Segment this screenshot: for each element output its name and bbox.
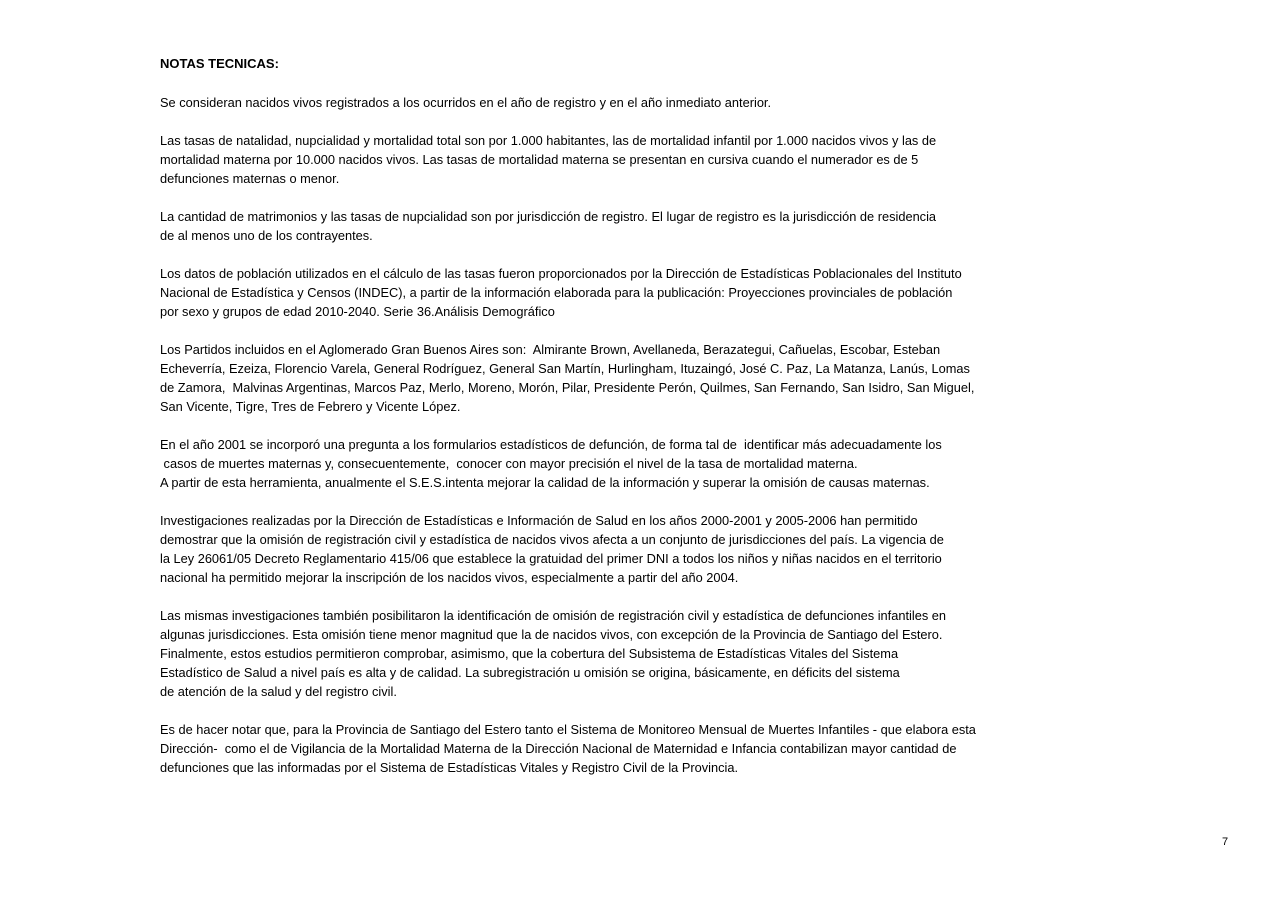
paragraph-line: Estadístico de Salud a nivel país es alta y de calidad. La subregistración u omisión se origina, básicamente, en déficits del sistema <box>160 665 900 680</box>
notes-heading: NOTAS TECNICAS: <box>160 56 279 71</box>
note-paragraph <box>160 264 1160 321</box>
paragraph-line: la Ley 26061/05 Decreto Reglamentario 415/06 que establece la gratuidad del primer DNI a todos los niños y niñas nacidos en el territorio <box>160 551 942 566</box>
paragraph-line: Las mismas investigaciones también posibilitaron la identificación de omisión de registración civil y estadística de defunciones infantiles en <box>160 608 947 623</box>
paragraph-line: Es de hacer notar que, para la Provincia de Santiago del Estero tanto el Sistema de Monitoreo Mensual de Muertes Infantiles - que elabora esta <box>160 722 976 737</box>
paragraph-line: Dirección- como el de Vigilancia de la Mortalidad Materna de la Dirección Nacional de Maternidad e Infancia contabilizan mayor cantidad de <box>160 741 957 756</box>
paragraph-line: Investigaciones realizadas por la Dirección de Estadísticas e Información de Salud en los años 2000-2001 y 2005-2006 han permitido <box>160 513 918 528</box>
paragraph-line: A partir de esta herramienta, anualmente el S.E.S.intenta mejorar la calidad de la información y superar la omisión de causas maternas. <box>160 475 930 490</box>
paragraph-line: casos de muertes maternas y, consecuentemente, conocer con mayor precisión el nivel de la tasa de mortalidad materna. <box>160 456 858 471</box>
paragraph-line: demostrar que la omisión de registración civil y estadística de nacidos vivos afecta a un conjunto de jurisdicciones del país. La vigencia de <box>160 532 944 547</box>
paragraph-line: defunciones maternas o menor. <box>160 171 340 186</box>
paragraph-line: Los Partidos incluidos en el Aglomerado Gran Buenos Aires son: Almirante Brown, Avellaneda, Berazategui, Cañuelas, Escobar, Esteban <box>160 342 941 357</box>
paragraph-line: Nacional de Estadística y Censos (INDEC), a partir de la información elaborada para la publicación: Proyecciones provinciales de población <box>160 285 953 300</box>
paragraph-line: nacional ha permitido mejorar la inscripción de los nacidos vivos, especialmente a partir del año 2004. <box>160 570 739 585</box>
note-paragraph <box>160 340 1160 416</box>
note-paragraph <box>160 131 1160 188</box>
note-paragraph <box>160 207 1160 245</box>
paragraph-line: Las tasas de natalidad, nupcialidad y mortalidad total son por 1.000 habitantes, las de mortalidad infantil por 1.000 nacidos vivos y las de <box>160 133 937 148</box>
paragraph-line: de Zamora, Malvinas Argentinas, Marcos Paz, Merlo, Moreno, Morón, Pilar, Presidente Perón, Quilmes, San Fernando, San Isidro, San Miguel, <box>160 380 975 395</box>
paragraph-line: de al menos uno de los contrayentes. <box>160 228 373 243</box>
notes-body <box>160 93 1160 777</box>
technical-notes-page <box>160 55 1160 796</box>
paragraph-line: algunas jurisdicciones. Esta omisión tiene menor magnitud que la de nacidos vivos, con excepción de la Provincia de Santiago del Estero. <box>160 627 943 642</box>
paragraph-line: En el año 2001 se incorporó una pregunta a los formularios estadísticos de defunción, de forma tal de identificar más adecuadamente los <box>160 437 942 452</box>
paragraph-line: Los datos de población utilizados en el cálculo de las tasas fueron proporcionados por la Dirección de Estadísticas Poblacionales del Instituto <box>160 266 962 281</box>
paragraph-line: de atención de la salud y del registro civil. <box>160 684 397 699</box>
paragraph-line: mortalidad materna por 10.000 nacidos vivos. Las tasas de mortalidad materna se presentan en cursiva cuando el numerador es de 5 <box>160 152 919 167</box>
paragraph-line: Echeverría, Ezeiza, Florencio Varela, General Rodríguez, General San Martín, Hurlingham, Ituzaingó, José C. Paz, La Matanza, Lanús, Lomas <box>160 361 970 376</box>
paragraph-line: Finalmente, estos estudios permitieron comprobar, asimismo, que la cobertura del Subsistema de Estadísticas Vitales del Sistema <box>160 646 899 661</box>
paragraph-line: La cantidad de matrimonios y las tasas de nupcialidad son por jurisdicción de registro. El lugar de registro es la jurisdicción de residencia <box>160 209 937 224</box>
paragraph-line: Se consideran nacidos vivos registrados a los ocurridos en el año de registro y en el año inmediato anterior. <box>160 95 772 110</box>
note-paragraph <box>160 511 1160 587</box>
page-number: 7 <box>1222 836 1229 848</box>
note-paragraph <box>160 720 1160 777</box>
note-paragraph <box>160 93 1160 112</box>
note-paragraph <box>160 435 1160 492</box>
paragraph-line: San Vicente, Tigre, Tres de Febrero y Vicente López. <box>160 399 461 414</box>
paragraph-line: por sexo y grupos de edad 2010-2040. Serie 36.Análisis Demográfico <box>160 304 555 319</box>
paragraph-line: defunciones que las informadas por el Sistema de Estadísticas Vitales y Registro Civil de la Provincia. <box>160 760 739 775</box>
note-paragraph <box>160 606 1160 701</box>
